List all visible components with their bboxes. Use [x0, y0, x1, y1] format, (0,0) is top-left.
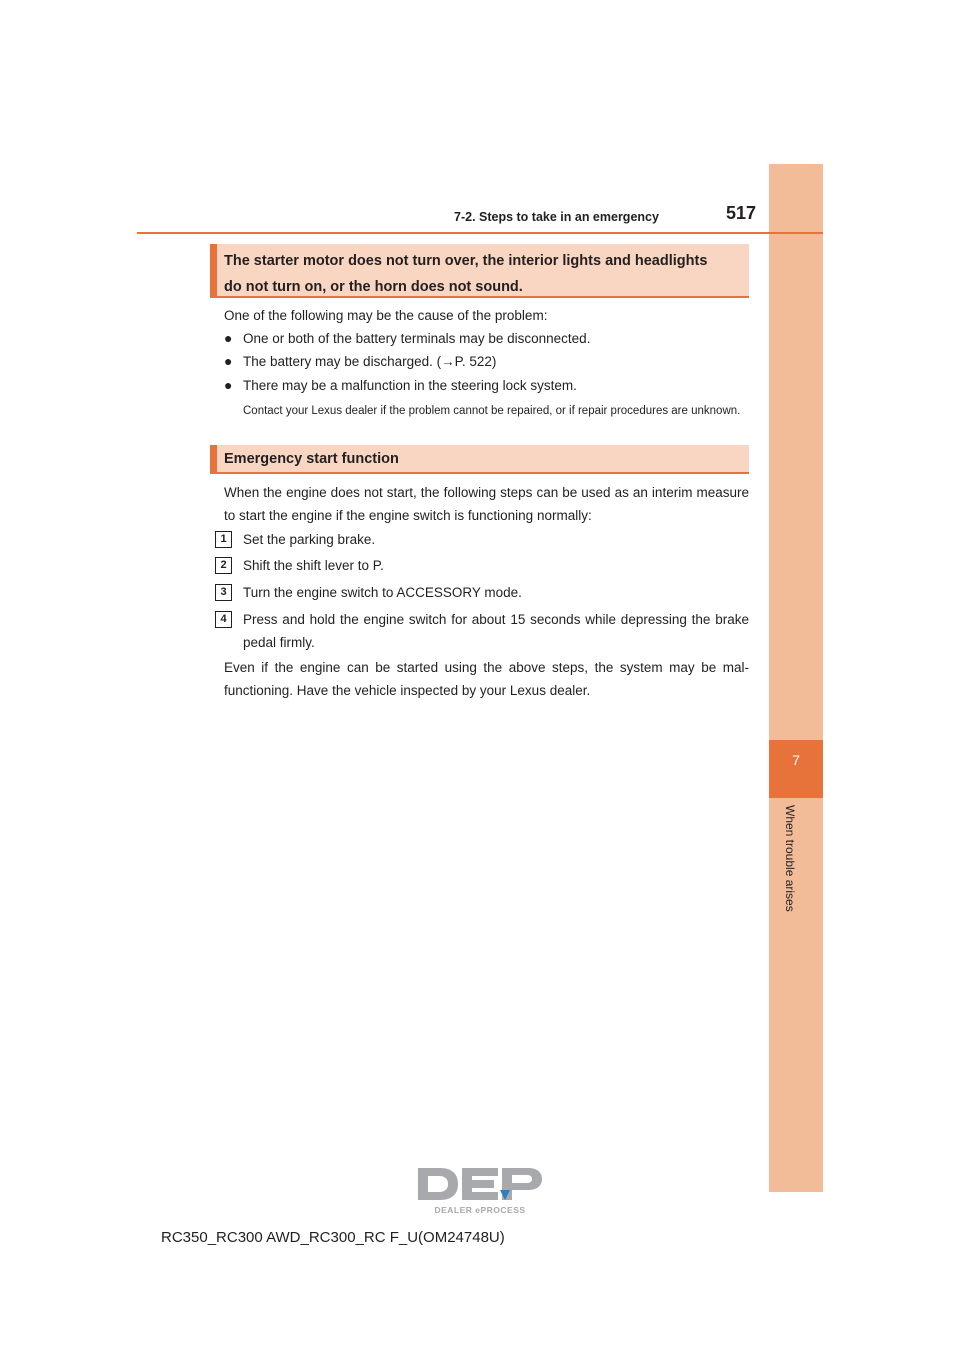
step-text-1: Set the parking brake.: [243, 532, 376, 547]
running-head: 7-2. Steps to take in an emergency: [454, 210, 659, 224]
step-number-4: 4: [215, 611, 232, 628]
step-number-1: 1: [215, 531, 232, 548]
section-heading-emergency-start: [210, 445, 749, 474]
footer-model-code: RC350_RC300 AWD_RC300_RC F_U(OM24748U): [161, 1229, 505, 1246]
dealer-note: Contact your Lexus dealer if the problem cannot be repaired, or if repair procedures are unknown.: [243, 405, 741, 417]
step-text-3: Turn the engine switch to ACCESSORY mode.: [243, 585, 522, 600]
header-rule: [137, 232, 823, 234]
bullet-dot-icon: ●: [224, 330, 233, 346]
heading-line-2: do not turn on, or the horn does not sound.: [224, 279, 523, 295]
step-text-2: Shift the shift lever to P.: [243, 558, 384, 573]
chapter-number: 7: [792, 752, 800, 768]
step-text-4: Press and hold the engine switch for about 15 seconds while depressing the brake pedal firmly.: [243, 612, 749, 650]
closing-paragraph: Even if the engine can be started using the above steps, the system may be mal-functioning. Have the vehicle inspected by your Lexus dealer.: [224, 660, 749, 698]
emergency-start-intro: When the engine does not start, the following steps can be used as an interim measure to start the engine if the engine switch is functioning normally:: [224, 485, 749, 523]
side-chapter-tab: [769, 164, 823, 1192]
bullet-dot-icon: ●: [224, 353, 233, 369]
chapter-number-box: [769, 740, 823, 798]
heading-line-1: The starter motor does not turn over, the interior lights and headlights: [224, 253, 708, 269]
step-number-2: 2: [215, 557, 232, 574]
dealer-eprocess-logo-icon: [414, 1164, 546, 1216]
page-number: 517: [726, 203, 757, 223]
chapter-title: When trouble arises: [783, 805, 797, 912]
logo-text: DEALER ePROCESS: [434, 1205, 526, 1215]
step-number-3: 3: [215, 584, 232, 601]
bullet-dot-icon: ●: [224, 377, 233, 393]
section-heading-starter-motor: [210, 244, 749, 298]
cause-intro: One of the following may be the cause of the problem:: [224, 308, 548, 323]
heading-text: Emergency start function: [224, 451, 399, 467]
